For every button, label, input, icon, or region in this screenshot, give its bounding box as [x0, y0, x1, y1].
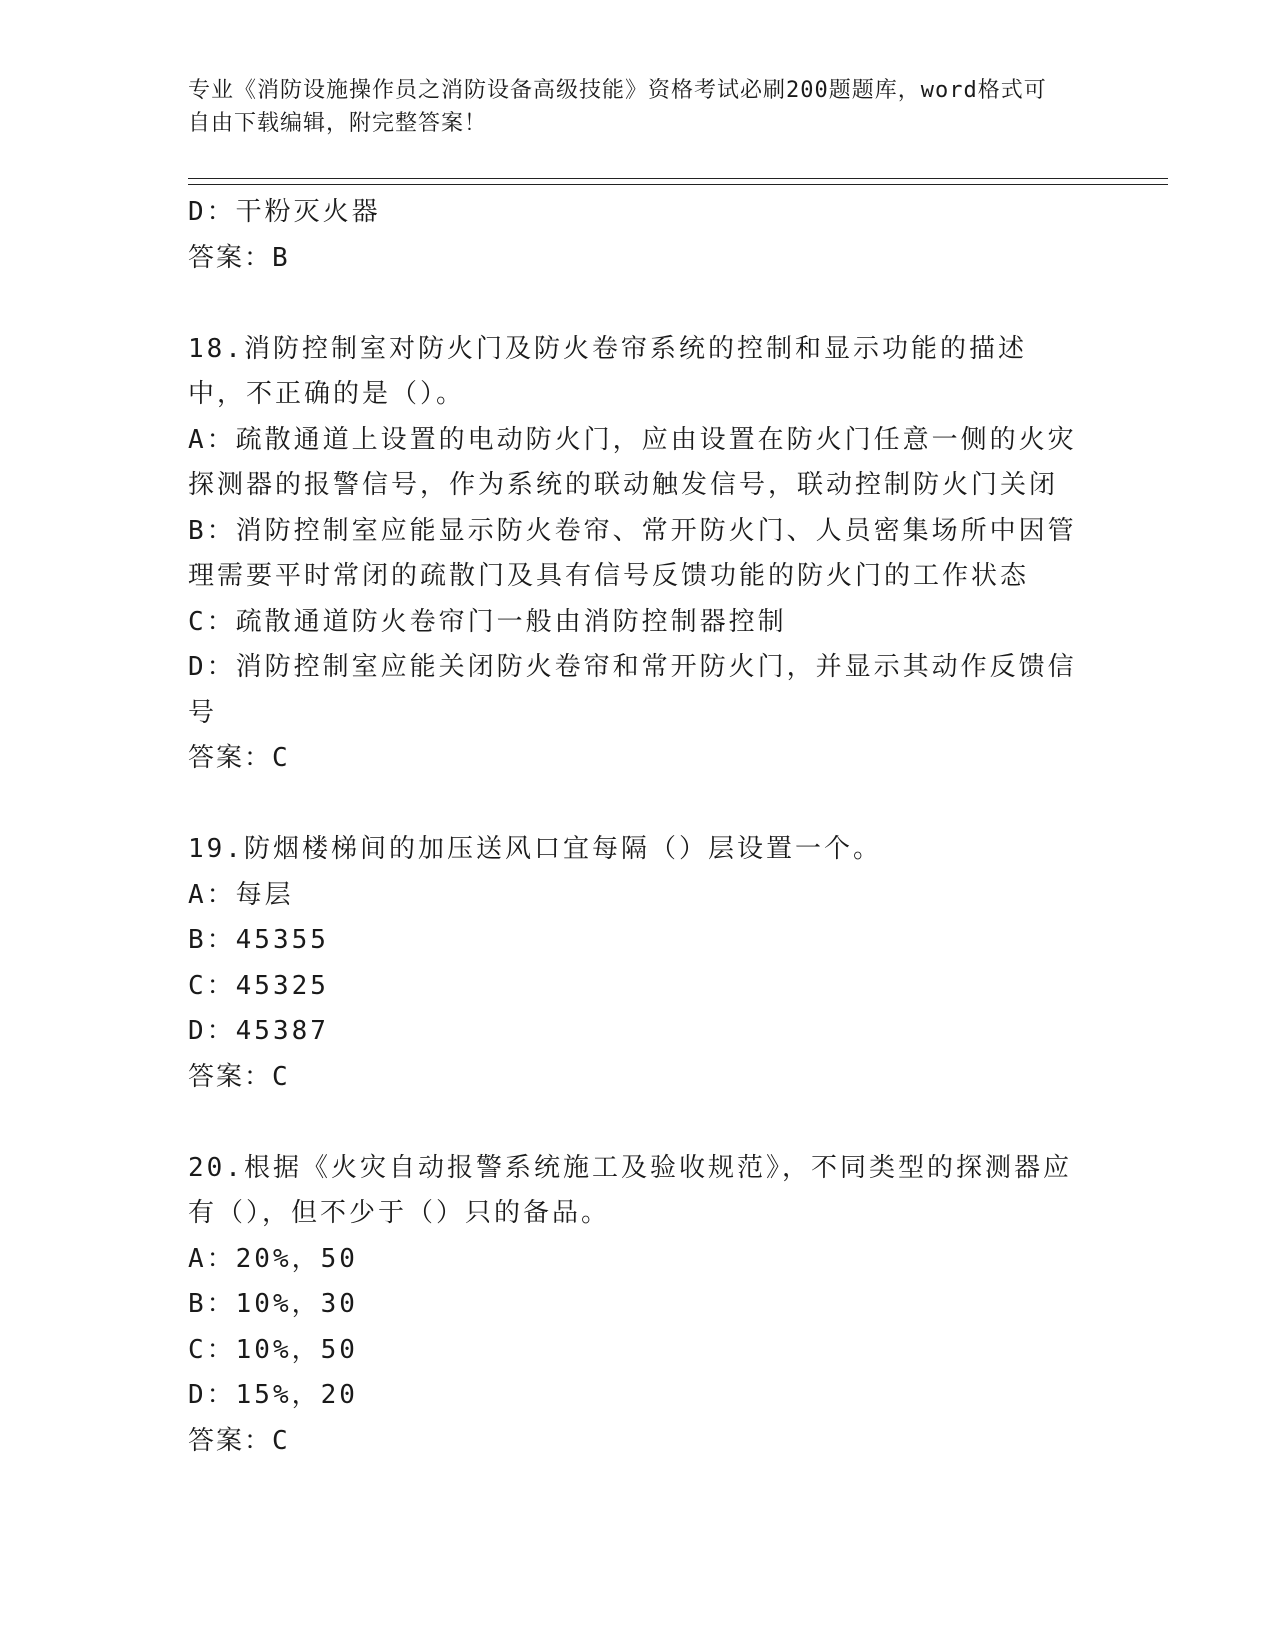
header-divider-top: [188, 178, 1168, 179]
spacer: [188, 1100, 1078, 1146]
option-a: A：每层: [188, 879, 294, 910]
answer: 答案：B: [188, 242, 290, 273]
spacer: [188, 782, 1078, 828]
spacer: [188, 281, 1078, 327]
option-b: B：消防控制室应能显示防火卷帘、常开防火门、人员密集场所中因管理需要平时常闭的疏散门及具有信号反馈功能的防火门的工作状态: [188, 515, 1077, 591]
option-b: B：45355: [188, 925, 329, 955]
question-18: [188, 327, 1078, 782]
question-stem: 18.消防控制室对防火门及防火卷帘系统的控制和显示功能的描述中，不正确的是（）。: [188, 333, 1027, 409]
option-d: D：45387: [188, 1016, 329, 1046]
question-17-tail: [188, 190, 1078, 281]
question-20: [188, 1146, 1078, 1465]
question-19: [188, 827, 1078, 1100]
option-a: A：疏散通道上设置的电动防火门，应由设置在防火门任意一侧的火灾探测器的报警信号，作为系统的联动触发信号，联动控制防火门关闭: [188, 424, 1077, 500]
option-b: B：10%，30: [188, 1289, 358, 1319]
option-d: D：消防控制室应能关闭防火卷帘和常开防火门，并显示其动作反馈信号: [188, 652, 1077, 728]
answer: 答案：C: [188, 1425, 290, 1456]
header-divider-bottom: [188, 184, 1168, 185]
question-stem: 20.根据《火灾自动报警系统施工及验收规范》，不同类型的探测器应有（），但不少于（）只的备品。: [188, 1152, 1072, 1228]
option-c: C：45325: [188, 970, 329, 1001]
option-c: C：10%，50: [188, 1334, 358, 1365]
option-a: A：20%，50: [188, 1243, 358, 1274]
question-list: [188, 190, 1078, 1464]
option-c: C：疏散通道防火卷帘门一般由消防控制器控制: [188, 606, 787, 637]
option-d: D：干粉灭火器: [188, 197, 381, 227]
question-stem: 19.防烟楼梯间的加压送风口宜每隔（）层设置一个。: [188, 834, 882, 864]
document-header: 专业《消防设施操作员之消防设备高级技能》资格考试必刷200题题库，word格式可自由下载编辑，附完整答案！: [188, 78, 1047, 136]
answer: 答案：C: [188, 743, 290, 773]
option-d: D：15%，20: [188, 1380, 358, 1410]
answer: 答案：C: [188, 1061, 290, 1092]
